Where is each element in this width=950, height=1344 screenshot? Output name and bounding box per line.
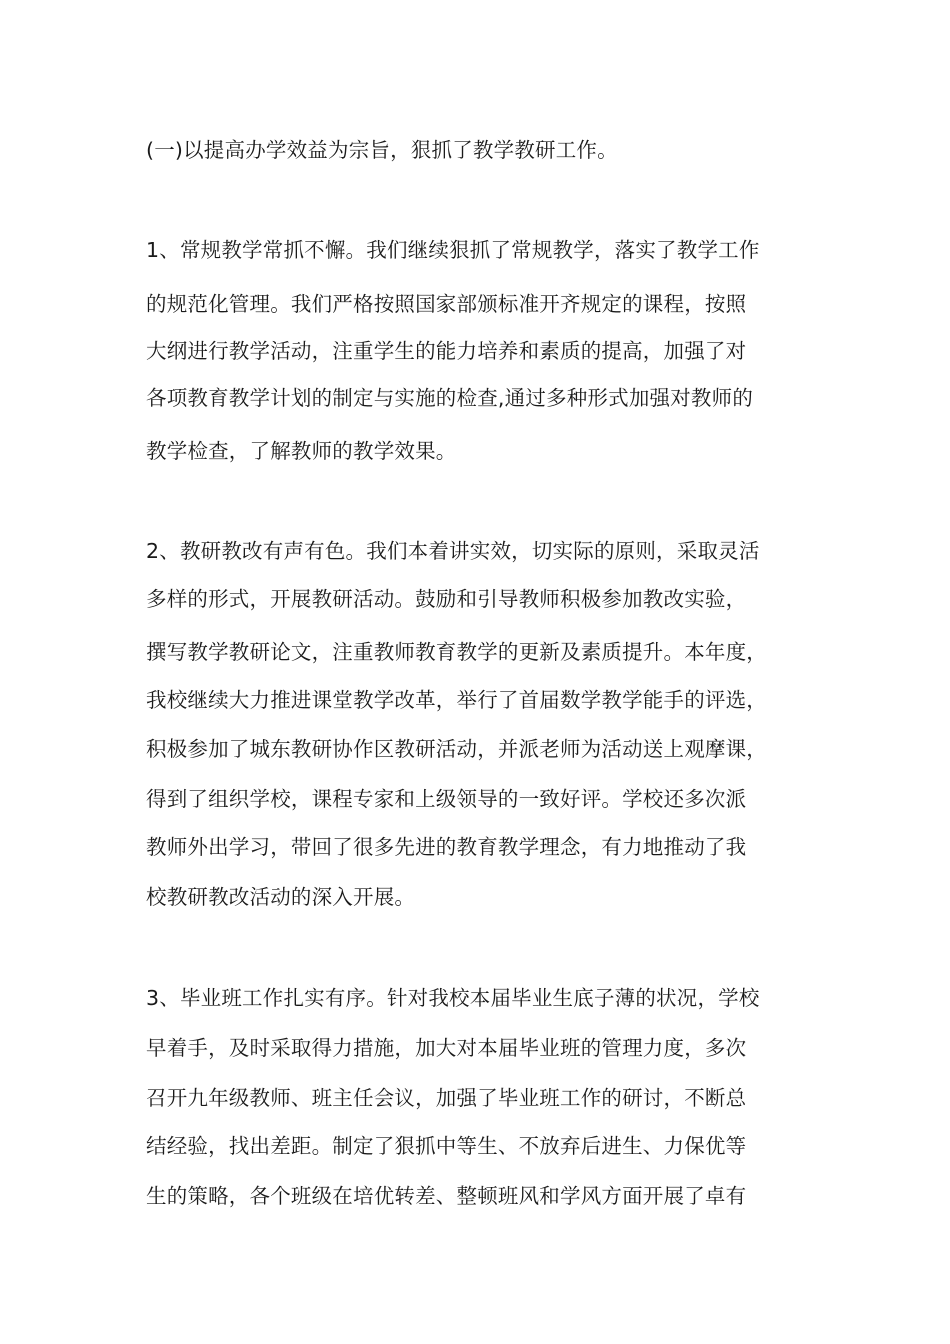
paragraph-line: 我校继续大力推进课堂教学改革，举行了首届数学教学能手的评选， [146, 688, 767, 712]
paragraph-line: 早着手，及时采取得力措施，加大对本届毕业班的管理力度，多次 [146, 1036, 747, 1060]
paragraph-line: 结经验，找出差距。制定了狠抓中等生、不放弃后进生、力保优等 [146, 1134, 747, 1158]
paragraph-line: 3、毕业班工作扎实有序。针对我校本届毕业生底子薄的状况，学校 [146, 986, 760, 1010]
paragraph-line: 生的策略，各个班级在培优转差、整顿班风和学风方面开展了卓有 [146, 1184, 747, 1208]
paragraph-line: 1、常规教学常抓不懈。我们继续狠抓了常规教学，落实了教学工作 [146, 238, 760, 262]
paragraph-line: 教师外出学习，带回了很多先进的教育教学理念，有力地推动了我 [146, 835, 747, 859]
paragraph-line: 得到了组织学校，课程专家和上级领导的一致好评。学校还多次派 [146, 787, 747, 811]
paragraph-line: 教学检查，了解教师的教学效果。 [146, 439, 457, 463]
paragraph-line: 各项教育教学计划的制定与实施的检查,通过多种形式加强对教师的 [146, 386, 754, 410]
paragraph-line: 多样的形式，开展教研活动。鼓励和引导教师积极参加教改实验， [146, 587, 747, 611]
paragraph-line: 撰写教学教研论文，注重教师教育教学的更新及素质提升。本年度， [146, 640, 767, 664]
paragraph-line: 的规范化管理。我们严格按照国家部颁标准开齐规定的课程，按照 [146, 292, 747, 316]
paragraph-line: 召开九年级教师、班主任会议，加强了毕业班工作的研讨，不断总 [146, 1086, 747, 1110]
paragraph-line: 校教研教改活动的深入开展。 [146, 885, 416, 909]
paragraph-line: 大纲进行教学活动，注重学生的能力培养和素质的提高，加强了对 [146, 339, 747, 363]
paragraph-line: 2、教研教改有声有色。我们本着讲实效，切实际的原则，采取灵活 [146, 539, 760, 563]
paragraph-line: 积极参加了城东教研协作区教研活动，并派老师为活动送上观摩课， [146, 737, 767, 761]
section-heading: (一)以提高办学效益为宗旨，狠抓了教学教研工作。 [146, 138, 618, 162]
